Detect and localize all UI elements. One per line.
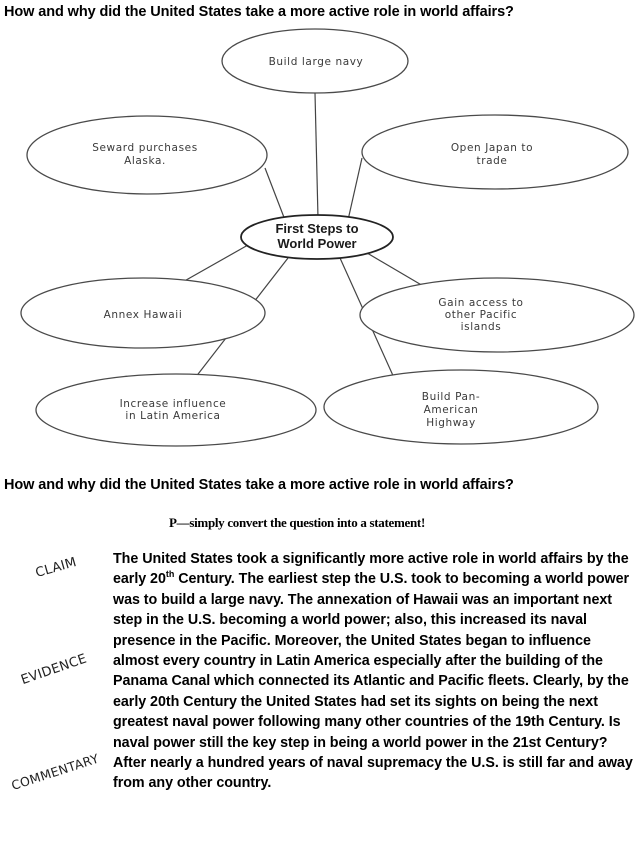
node-center-label: First Steps to World Power — [275, 221, 359, 251]
node-highway-label: Build Pan-American Highway — [421, 391, 481, 429]
question-heading-bottom: How and why did the United States take a more active role in world affairs? — [4, 477, 514, 493]
node-latin-label: Increase influence in Latin America — [119, 398, 227, 422]
connector-japan — [348, 158, 362, 220]
answer-text-part2: Century. The earliest step the U.S. took to becoming a world power was to build a large navy. The annexation of Hawaii was an important next step in the U.S. becoming a world power; also, this increased its naval presence in the Pacific. Moreover, the United States began to influence almost every country in Latin America especially after the building of the Panama Canal which connected its Atlantic and Pacific fleets. Clearly, by the early 20th Century the United States had set its sights on being the next greatest naval power following many other countries of the 19th Century. Is naval power still the key step in being a world power in the 21st Century? After nearly a hundred years of naval supremacy the U.S. is still far and away from any other country. — [113, 571, 633, 792]
evidence-label: EVIDENCE — [19, 651, 89, 688]
node-japan-label: Open Japan to trade — [450, 142, 534, 167]
commentary-label: COMMENTARY — [9, 750, 101, 793]
node-hawaii-label: Annex Hawaii — [103, 309, 183, 321]
answer-text-part1: The United States took a significantly more active role in world affairs by the early 20 — [113, 551, 629, 588]
answer-paragraph — [113, 549, 633, 794]
question-heading-top: How and why did the United States take a more active role in world affairs? — [4, 4, 514, 20]
claim-label: CLAIM — [33, 554, 79, 581]
answer-text-superscript: th — [165, 569, 175, 580]
connector-alaska — [265, 168, 285, 220]
node-navy-label: Build large navy — [268, 56, 364, 68]
node-pacific-label: Gain access to other Pacific islands — [438, 297, 524, 333]
prompt-instruction: P—simply convert the question into a statement! — [169, 515, 425, 530]
connector-navy — [315, 93, 318, 218]
node-alaska-label: Seward purchases Alaska. — [92, 142, 198, 167]
